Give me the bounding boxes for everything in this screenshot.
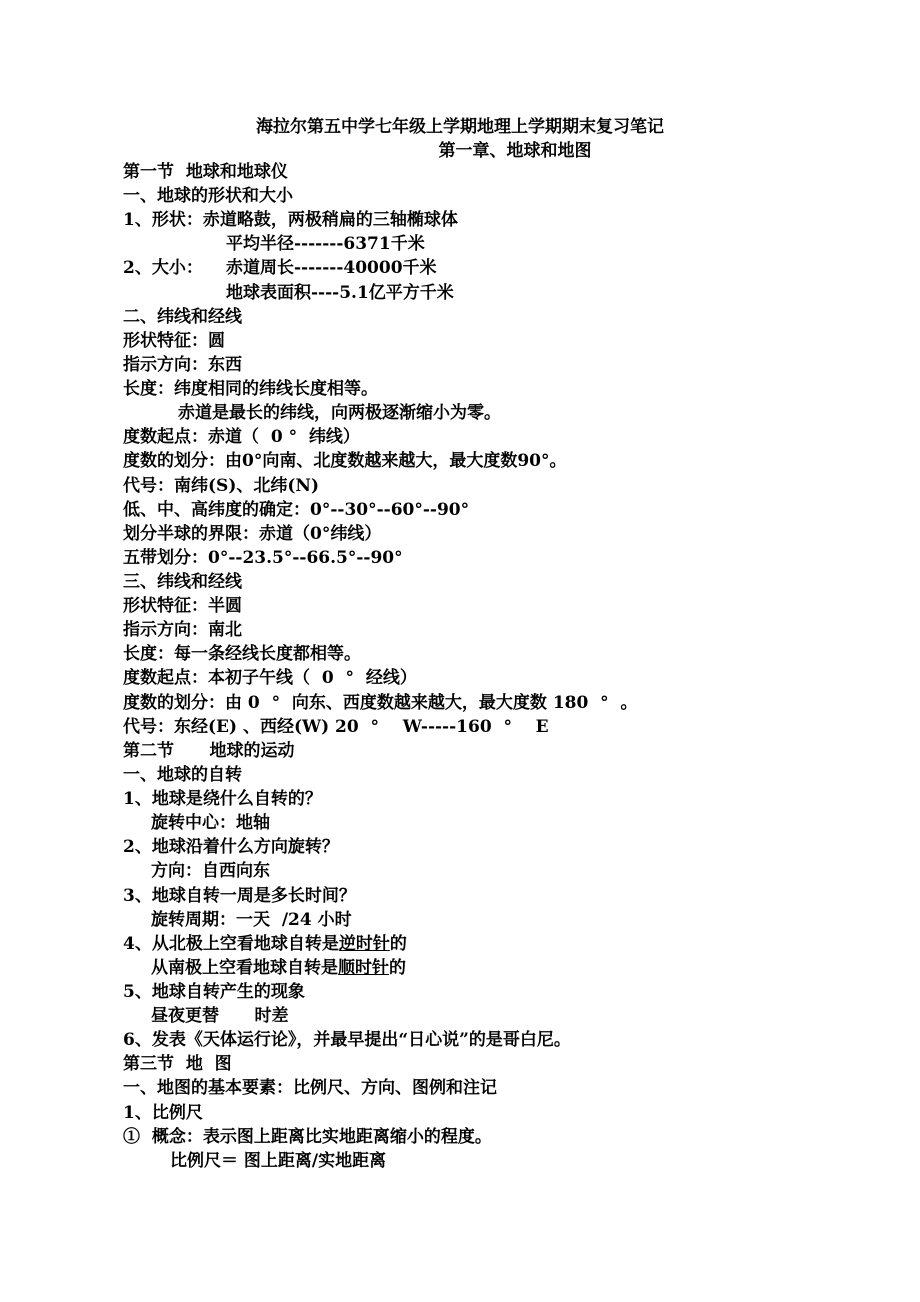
text-line: 形状特征：半圆 bbox=[123, 596, 242, 616]
text-line: 低、中、高纬度的确定：0°--30°--60°--90° bbox=[123, 500, 470, 520]
text-line: 1、形状：赤道略鼓，两极稍扁的三轴椭球体 bbox=[123, 210, 458, 230]
text-line: 6、发表《天体运行论》，并最早提出“日心说”的是哥白尼。 bbox=[123, 1030, 571, 1050]
text-line: 度数起点：赤道（ 0 ° 纬线） bbox=[123, 427, 360, 447]
question-line: 5、地球自转产生的现象 bbox=[123, 982, 305, 1002]
text-line: 度数的划分：由 0 ° 向东、西度数越来越大，最大度数 180 ° 。 bbox=[123, 693, 638, 713]
text-line: 赤道周长-------40000千米 bbox=[226, 258, 437, 278]
subsection-heading: 三、纬线和经线 bbox=[123, 572, 242, 592]
text-segment: 从南极上空看地球自转是 bbox=[151, 958, 338, 978]
subsection-heading: 一、地图的基本要素：比例尺、方向、图例和注记 bbox=[123, 1078, 497, 1098]
section-heading: 第三节 地 图 bbox=[123, 1054, 232, 1074]
subsection-heading: 一、地球的自转 bbox=[123, 765, 242, 785]
answer-line: 旋转周期：一天 /24 小时 bbox=[151, 910, 352, 930]
text-line: 赤道是最长的纬线，向两极逐渐缩小为零。 bbox=[178, 403, 501, 423]
underlined-term: 逆时针 bbox=[338, 934, 390, 954]
text-line: 度数的划分：由0°向南、北度数越来越大，最大度数90°。 bbox=[123, 451, 567, 471]
text-line: 2、大小： bbox=[123, 258, 203, 278]
subsection-heading: 一、地球的形状和大小 bbox=[123, 186, 293, 206]
document-title: 海拉尔第五中学七年级上学期地理上学期期末复习笔记 bbox=[256, 117, 664, 137]
answer-line: 昼夜更替 时差 bbox=[151, 1006, 289, 1026]
subsection-heading: 二、纬线和经线 bbox=[123, 307, 242, 327]
text-line: 代号：南纬(S)、北纬(N) bbox=[123, 476, 319, 496]
section-heading: 第二节 地球的运动 bbox=[123, 741, 295, 761]
text-line: 长度：纬度相同的纬线长度相等。 bbox=[123, 379, 378, 399]
text-line: 代号：东经(E) 、西经(W) 20 ° W-----160 ° E bbox=[123, 717, 549, 737]
section-heading: 第一节 地球和地球仪 bbox=[123, 162, 288, 182]
question-line: 2、地球沿着什么方向旋转？ bbox=[123, 837, 339, 857]
text-segment: 的 bbox=[389, 958, 406, 978]
chapter-heading: 第一章、地球和地图 bbox=[438, 141, 592, 161]
text-segment: 4、从北极上空看地球自转是 bbox=[123, 934, 339, 954]
underlined-term: 顺时针 bbox=[338, 958, 389, 978]
text-line: 1、比例尺 bbox=[123, 1103, 203, 1123]
answer-line: 方向：自西向东 bbox=[151, 861, 270, 881]
formula-line: 比例尺＝ 图上距离/实地距离 bbox=[170, 1151, 387, 1171]
text-line: 形状特征：圆 bbox=[123, 331, 225, 351]
text-line bbox=[123, 932, 407, 956]
text-line: 地球表面积----5.1亿平方千米 bbox=[226, 283, 454, 303]
text-line: 指示方向：南北 bbox=[123, 620, 242, 640]
text-line: 度数起点：本初子午线（ 0 ° 经线） bbox=[123, 668, 417, 688]
text-line: 长度：每一条经线长度都相等。 bbox=[123, 644, 361, 664]
text-line bbox=[151, 956, 406, 980]
text-line: 平均半径-------6371千米 bbox=[226, 234, 425, 254]
text-line: ① 概念：表示图上距离比实地距离缩小的程度。 bbox=[123, 1127, 492, 1147]
text-line: 划分半球的界限：赤道（0°纬线） bbox=[123, 524, 382, 544]
text-segment: 的 bbox=[389, 934, 407, 954]
question-line: 1、地球是绕什么自转的？ bbox=[123, 789, 322, 809]
question-line: 3、地球自转一周是多长时间？ bbox=[123, 886, 356, 906]
text-line: 指示方向：东西 bbox=[123, 355, 242, 375]
answer-line: 旋转中心：地轴 bbox=[151, 813, 270, 833]
text-line: 五带划分：0°--23.5°--66.5°--90° bbox=[123, 548, 403, 568]
